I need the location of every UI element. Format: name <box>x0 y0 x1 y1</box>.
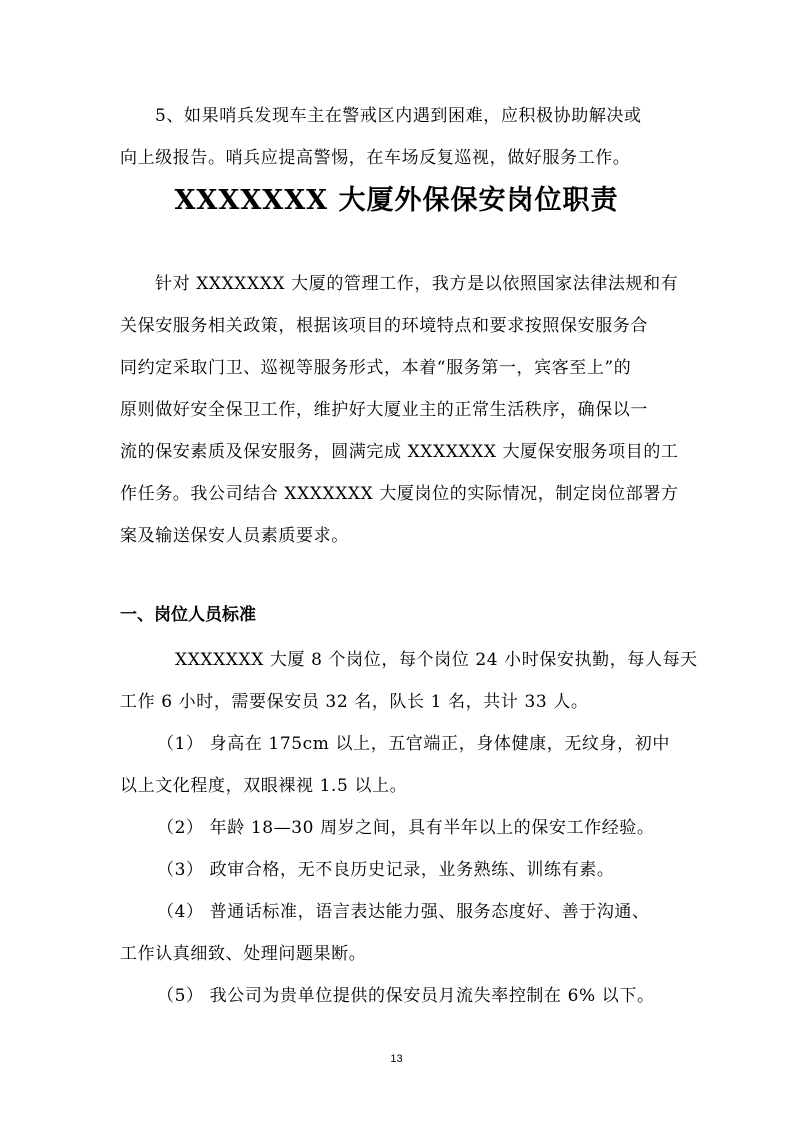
document-title: XXXXXXX 大厦外保保安岗位职责 <box>174 185 619 216</box>
requirement-item-5: （5） 我公司为贵单位提供的保安员月流失率控制在 6% 以下。 <box>157 986 655 1006</box>
body-line: 案及输送保安人员素质要求。 <box>120 526 349 546</box>
requirement-item-4-cont: 工作认真细致、处理问题果断。 <box>120 944 367 964</box>
body-line: 关保安服务相关政策，根据该项目的环境特点和要求按照保安服务合 <box>120 316 648 336</box>
requirement-item-1-cont: 以上文化程度，双眼裸视 1.5 以上。 <box>120 776 408 796</box>
body-line: 针对 XXXXXXX 大厦的管理工作，我方是以依照国家法律法规和有 <box>155 274 679 294</box>
body-line: 作任务。我公司结合 XXXXXXX 大厦岗位的实际情况，制定岗位部署方 <box>120 484 679 504</box>
body-line: 流的保安素质及保安服务，圆满完成 XXXXXXX 大厦保安服务项目的工 <box>120 442 679 462</box>
requirement-item-3: （3） 政审合格，无不良历史记录，业务熟练、训练有素。 <box>157 860 615 880</box>
summary-line-1: XXXXXXX 大厦 8 个岗位，每个岗位 24 小时保安执勤，每人每天 <box>175 650 698 670</box>
requirement-item-2: （2） 年龄 18—30 周岁之间，具有半年以上的保安工作经验。 <box>157 818 655 838</box>
body-line: 同约定采取门卫、巡视等服务形式，本着“服务第一，宾客至上”的 <box>120 358 632 378</box>
requirement-item-1: （1） 身高在 175cm 以上，五官端正，身体健康，无纹身，初中 <box>157 734 670 754</box>
requirement-item-4: （4） 普通话标准，语言表达能力强、服务态度好、善于沟通、 <box>157 902 650 922</box>
intro-line-1: 5、如果哨兵发现车主在警戒区内遇到困难，应积极协助解决或 <box>155 106 642 126</box>
body-line: 原则做好安全保卫工作，维护好大厦业主的正常生活秩序，确保以一 <box>120 400 648 420</box>
section-heading: 一、岗位人员标准 <box>120 605 256 625</box>
summary-line-2: 工作 6 小时，需要保安员 32 名，队长 1 名，共计 33 人。 <box>120 692 589 712</box>
page-number: 13 <box>390 1053 403 1065</box>
intro-line-2: 向上级报告。哨兵应提高警惕，在车场反复巡视，做好服务工作。 <box>120 148 631 168</box>
